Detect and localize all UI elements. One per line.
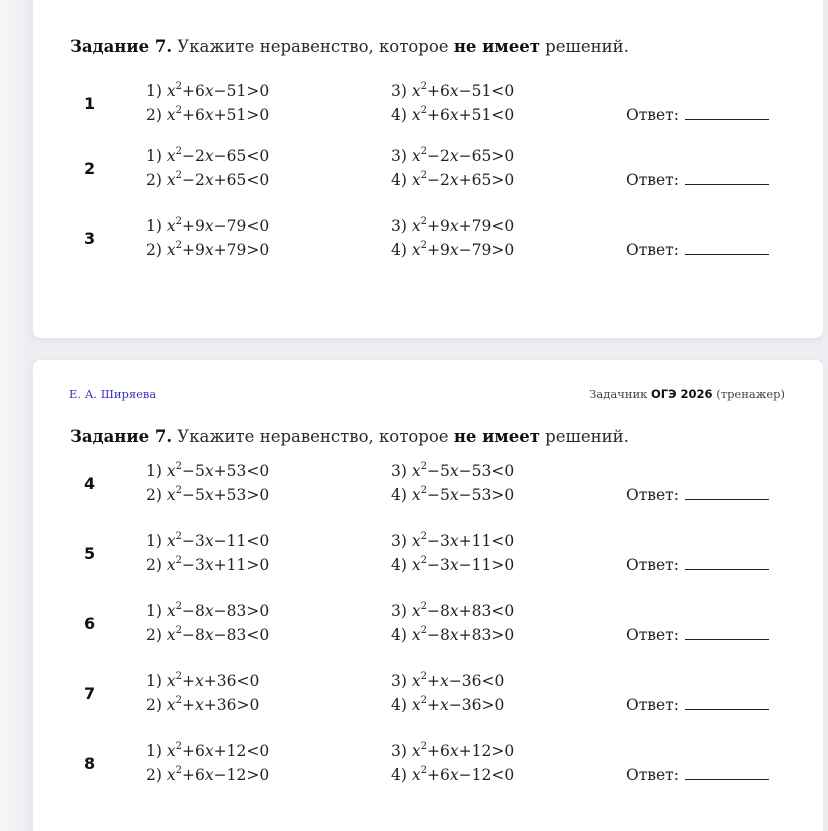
inequality: $x^2-3x-11>0$ [411, 555, 515, 575]
problem-number: 1 [84, 94, 96, 113]
inequality: $x^2+6x-51>0$ [166, 81, 270, 101]
answer-blank[interactable] [685, 486, 769, 500]
page-gutter [0, 0, 33, 831]
option-3: 3) $x^2-5x-53<0$ [391, 461, 515, 481]
option-4: 4) $x^2+6x-12<0$ [391, 765, 515, 785]
inequality: $x^2+6x-12<0$ [411, 765, 515, 785]
problem-7 [33, 672, 823, 722]
option-4: 4) $x^2-5x-53>0$ [391, 485, 515, 505]
answer-field[interactable] [626, 171, 769, 189]
option-1: 1) $x^2-2x-65<0$ [146, 146, 270, 166]
inequality: $x^2-5x+53>0$ [166, 485, 270, 505]
answer-blank[interactable] [685, 696, 769, 710]
answer-label: Ответ: [626, 486, 679, 504]
task-text-after: решений. [539, 37, 629, 56]
problem-number: 4 [84, 474, 96, 493]
option-3: 3) $x^2+x-36<0$ [391, 671, 505, 691]
inequality: $x^2+6x+12<0$ [166, 741, 270, 761]
option-2: 2) $x^2-8x-83<0$ [146, 625, 270, 645]
task-header [70, 37, 629, 56]
task-text-after: решений. [539, 427, 629, 446]
option-2: 2) $x^2+9x+79>0$ [146, 240, 270, 260]
author-name: Е. А. Ширяева [69, 387, 157, 401]
inequality: $x^2-3x+11<0$ [411, 531, 515, 551]
book-title: Задачник ОГЭ 2026 (тренажер) [589, 387, 785, 401]
answer-field[interactable] [626, 626, 769, 644]
inequality: $x^2+6x+12>0$ [411, 741, 515, 761]
problem-5 [33, 532, 823, 582]
problem-number: 8 [84, 754, 96, 773]
option-4: 4) $x^2+6x+51<0$ [391, 105, 515, 125]
inequality: $x^2-8x-83>0$ [166, 601, 270, 621]
option-2: 2) $x^2+x+36>0$ [146, 695, 260, 715]
worksheet-card-1 [33, 0, 823, 338]
inequality: $x^2-8x+83<0$ [411, 601, 515, 621]
answer-label: Ответ: [626, 106, 679, 124]
answer-label: Ответ: [626, 241, 679, 259]
option-2: 2) $x^2-2x+65<0$ [146, 170, 270, 190]
inequality: $x^2-3x+11>0$ [166, 555, 270, 575]
answer-label: Ответ: [626, 626, 679, 644]
option-1: 1) $x^2-3x-11<0$ [146, 531, 270, 551]
problem-8 [33, 742, 823, 792]
option-3: 3) $x^2-8x+83<0$ [391, 601, 515, 621]
option-4: 4) $x^2-8x+83>0$ [391, 625, 515, 645]
inequality: $x^2-3x-11<0$ [166, 531, 270, 551]
task-emphasis: не имеет [453, 37, 540, 56]
option-2: 2) $x^2-3x+11>0$ [146, 555, 270, 575]
answer-label: Ответ: [626, 171, 679, 189]
inequality: $x^2-8x+83>0$ [411, 625, 515, 645]
inequality: $x^2-5x-53<0$ [411, 461, 515, 481]
task-text-before: Укажите неравенство, которое [172, 427, 454, 446]
answer-blank[interactable] [685, 171, 769, 185]
problem-2 [33, 147, 823, 197]
answer-label: Ответ: [626, 556, 679, 574]
worksheet-card-2 [33, 360, 823, 831]
option-1: 1) $x^2-8x-83>0$ [146, 601, 270, 621]
problem-number: 5 [84, 544, 96, 563]
problem-number: 2 [84, 159, 96, 178]
answer-blank[interactable] [685, 766, 769, 780]
option-3: 3) $x^2-2x-65>0$ [391, 146, 515, 166]
answer-blank[interactable] [685, 106, 769, 120]
inequality: $x^2-2x+65>0$ [411, 170, 515, 190]
option-1: 1) $x^2+6x-51>0$ [146, 81, 270, 101]
answer-field[interactable] [626, 486, 769, 504]
task-title: Задание 7. [70, 37, 173, 56]
inequality: $x^2+9x+79<0$ [411, 216, 515, 236]
inequality: $x^2+9x-79<0$ [166, 216, 270, 236]
page-header [69, 387, 785, 401]
problem-3 [33, 217, 823, 267]
option-4: 4) $x^2-2x+65>0$ [391, 170, 515, 190]
option-2: 2) $x^2+6x-12>0$ [146, 765, 270, 785]
answer-field[interactable] [626, 766, 769, 784]
inequality: $x^2+x+36<0$ [166, 671, 260, 691]
answer-label: Ответ: [626, 766, 679, 784]
option-1: 1) $x^2+9x-79<0$ [146, 216, 270, 236]
answer-field[interactable] [626, 241, 769, 259]
option-3: 3) $x^2+6x-51<0$ [391, 81, 515, 101]
answer-field[interactable] [626, 556, 769, 574]
answer-label: Ответ: [626, 696, 679, 714]
problem-6 [33, 602, 823, 652]
inequality: $x^2-2x-65>0$ [411, 146, 515, 166]
inequality: $x^2-5x+53<0$ [166, 461, 270, 481]
answer-field[interactable] [626, 106, 769, 124]
option-4: 4) $x^2-3x-11>0$ [391, 555, 515, 575]
task-header [70, 427, 629, 446]
task-text-before: Укажите неравенство, которое [172, 37, 454, 56]
inequality: $x^2+x-36>0$ [411, 695, 505, 715]
problem-number: 3 [84, 229, 96, 248]
option-2: 2) $x^2-5x+53>0$ [146, 485, 270, 505]
answer-field[interactable] [626, 696, 769, 714]
task-title: Задание 7. [70, 427, 173, 446]
inequality: $x^2+6x+51>0$ [166, 105, 270, 125]
inequality: $x^2+x-36<0$ [411, 671, 505, 691]
problem-4 [33, 462, 823, 512]
option-1: 1) $x^2+x+36<0$ [146, 671, 260, 691]
inequality: $x^2+9x+79>0$ [166, 240, 270, 260]
inequality: $x^2+6x-12>0$ [166, 765, 270, 785]
inequality: $x^2+6x+51<0$ [411, 105, 515, 125]
option-3: 3) $x^2-3x+11<0$ [391, 531, 515, 551]
inequality: $x^2-2x+65<0$ [166, 170, 270, 190]
inequality: $x^2+6x-51<0$ [411, 81, 515, 101]
option-1: 1) $x^2-5x+53<0$ [146, 461, 270, 481]
option-2: 2) $x^2+6x+51>0$ [146, 105, 270, 125]
option-3: 3) $x^2+9x+79<0$ [391, 216, 515, 236]
inequality: $x^2+x+36>0$ [166, 695, 260, 715]
option-4: 4) $x^2+x-36>0$ [391, 695, 505, 715]
option-3: 3) $x^2+6x+12>0$ [391, 741, 515, 761]
answer-blank[interactable] [685, 556, 769, 570]
task-emphasis: не имеет [453, 427, 540, 446]
inequality: $x^2-8x-83<0$ [166, 625, 270, 645]
answer-blank[interactable] [685, 626, 769, 640]
inequality: $x^2+9x-79>0$ [411, 240, 515, 260]
inequality: $x^2-5x-53>0$ [411, 485, 515, 505]
problem-number: 6 [84, 614, 96, 633]
answer-blank[interactable] [685, 241, 769, 255]
option-1: 1) $x^2+6x+12<0$ [146, 741, 270, 761]
problem-1 [33, 82, 823, 132]
inequality: $x^2-2x-65<0$ [166, 146, 270, 166]
option-4: 4) $x^2+9x-79>0$ [391, 240, 515, 260]
problem-number: 7 [84, 684, 96, 703]
